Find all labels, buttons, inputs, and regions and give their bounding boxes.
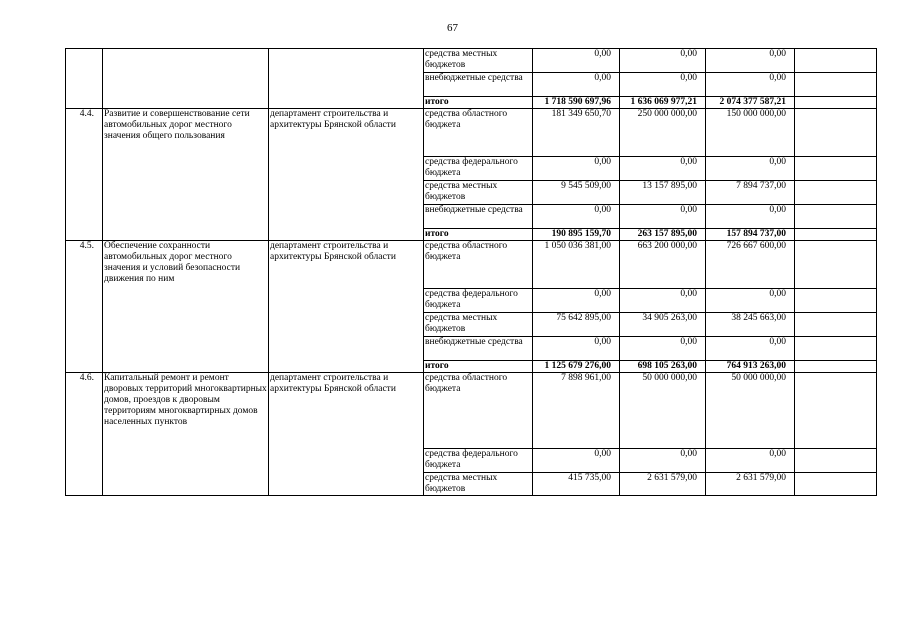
total-label: итого bbox=[424, 361, 533, 373]
item-number: 4.5. bbox=[66, 241, 103, 373]
value-year-3: 7 894 737,00 bbox=[706, 181, 795, 205]
page-number: 67 bbox=[447, 22, 458, 34]
value-year-3: 150 000 000,00 bbox=[706, 109, 795, 157]
empty-cell bbox=[795, 181, 877, 205]
value-year-1: 0,00 bbox=[533, 157, 620, 181]
value-year-2: 2 631 579,00 bbox=[620, 473, 706, 496]
funding-source: средства федерального бюджета bbox=[424, 449, 533, 473]
executor: департамент строительства и архитектуры Брянской области bbox=[269, 373, 424, 496]
funding-source: средства областного бюджета bbox=[424, 373, 533, 449]
value-year-1: 1 125 679 276,00 bbox=[533, 361, 620, 373]
funding-source: средства федерального бюджета bbox=[424, 289, 533, 313]
value-year-2: 50 000 000,00 bbox=[620, 373, 706, 449]
budget-table bbox=[65, 48, 877, 496]
value-year-3: 764 913 263,00 bbox=[706, 361, 795, 373]
funding-source: средства федерального бюджета bbox=[424, 157, 533, 181]
value-year-1: 0,00 bbox=[533, 49, 620, 73]
empty-cell bbox=[795, 289, 877, 313]
value-year-1: 0,00 bbox=[533, 73, 620, 97]
value-year-2: 13 157 895,00 bbox=[620, 181, 706, 205]
empty-cell bbox=[795, 313, 877, 337]
funding-source: средства областного бюджета bbox=[424, 241, 533, 289]
funding-source: внебюджетные средства bbox=[424, 337, 533, 361]
empty-cell bbox=[795, 157, 877, 181]
value-year-2: 0,00 bbox=[620, 205, 706, 229]
table-row bbox=[66, 373, 877, 449]
value-year-3: 2 631 579,00 bbox=[706, 473, 795, 496]
value-year-3: 726 667 600,00 bbox=[706, 241, 795, 289]
empty-cell bbox=[795, 73, 877, 97]
value-year-1: 0,00 bbox=[533, 205, 620, 229]
value-year-3: 0,00 bbox=[706, 49, 795, 73]
value-year-3: 2 074 377 587,21 bbox=[706, 97, 795, 109]
value-year-1: 0,00 bbox=[533, 337, 620, 361]
budget-table-body bbox=[66, 49, 877, 496]
table-row bbox=[66, 49, 877, 73]
empty-cell bbox=[795, 109, 877, 157]
value-year-2: 698 105 263,00 bbox=[620, 361, 706, 373]
empty-cell bbox=[103, 49, 269, 109]
value-year-3: 157 894 737,00 bbox=[706, 229, 795, 241]
empty-cell bbox=[795, 449, 877, 473]
value-year-3: 0,00 bbox=[706, 289, 795, 313]
table-row bbox=[66, 241, 877, 289]
value-year-3: 50 000 000,00 bbox=[706, 373, 795, 449]
total-label: итого bbox=[424, 229, 533, 241]
value-year-2: 1 636 069 977,21 bbox=[620, 97, 706, 109]
value-year-2: 0,00 bbox=[620, 49, 706, 73]
empty-cell bbox=[795, 473, 877, 496]
measure-name: Обеспечение сохранности автомобильных дорог местного значения и условий безопасности движения по ним bbox=[103, 241, 269, 373]
empty-cell bbox=[795, 229, 877, 241]
table-row bbox=[66, 109, 877, 157]
value-year-2: 250 000 000,00 bbox=[620, 109, 706, 157]
empty-cell bbox=[795, 205, 877, 229]
total-label: итого bbox=[424, 97, 533, 109]
value-year-2: 263 157 895,00 bbox=[620, 229, 706, 241]
empty-cell bbox=[66, 49, 103, 109]
value-year-2: 0,00 bbox=[620, 157, 706, 181]
value-year-3: 0,00 bbox=[706, 449, 795, 473]
executor: департамент строительства и архитектуры Брянской области bbox=[269, 241, 424, 373]
value-year-3: 38 245 663,00 bbox=[706, 313, 795, 337]
executor: департамент строительства и архитектуры Брянской области bbox=[269, 109, 424, 241]
value-year-3: 0,00 bbox=[706, 73, 795, 97]
value-year-1: 181 349 650,70 bbox=[533, 109, 620, 157]
value-year-2: 34 905 263,00 bbox=[620, 313, 706, 337]
funding-source: средства местных бюджетов bbox=[424, 49, 533, 73]
value-year-2: 0,00 bbox=[620, 73, 706, 97]
value-year-3: 0,00 bbox=[706, 337, 795, 361]
funding-source: средства областного бюджета bbox=[424, 109, 533, 157]
funding-source: внебюджетные средства bbox=[424, 73, 533, 97]
value-year-1: 9 545 509,00 bbox=[533, 181, 620, 205]
item-number: 4.6. bbox=[66, 373, 103, 496]
empty-cell bbox=[795, 337, 877, 361]
item-number: 4.4. bbox=[66, 109, 103, 241]
empty-cell bbox=[795, 361, 877, 373]
value-year-1: 0,00 bbox=[533, 449, 620, 473]
empty-cell bbox=[795, 241, 877, 289]
empty-cell bbox=[269, 49, 424, 109]
value-year-3: 0,00 bbox=[706, 157, 795, 181]
funding-source: средства местных бюджетов bbox=[424, 313, 533, 337]
value-year-1: 75 642 895,00 bbox=[533, 313, 620, 337]
funding-source: средства местных бюджетов bbox=[424, 181, 533, 205]
value-year-1: 0,00 bbox=[533, 289, 620, 313]
funding-source: внебюджетные средства bbox=[424, 205, 533, 229]
value-year-1: 415 735,00 bbox=[533, 473, 620, 496]
value-year-3: 0,00 bbox=[706, 205, 795, 229]
value-year-2: 663 200 000,00 bbox=[620, 241, 706, 289]
value-year-1: 7 898 961,00 bbox=[533, 373, 620, 449]
value-year-2: 0,00 bbox=[620, 337, 706, 361]
empty-cell bbox=[795, 49, 877, 73]
value-year-1: 190 895 159,70 bbox=[533, 229, 620, 241]
value-year-2: 0,00 bbox=[620, 449, 706, 473]
value-year-1: 1 050 036 381,00 bbox=[533, 241, 620, 289]
value-year-1: 1 718 590 697,96 bbox=[533, 97, 620, 109]
funding-source: средства местных бюджетов bbox=[424, 473, 533, 496]
value-year-2: 0,00 bbox=[620, 289, 706, 313]
empty-cell bbox=[795, 97, 877, 109]
measure-name: Капитальный ремонт и ремонт дворовых территорий многоквартирных домов, проездов к дворовым территориям многоквартирных домов населенных пунктов bbox=[103, 373, 269, 496]
measure-name: Развитие и совершенствование сети автомобильных дорог местного значения общего пользования bbox=[103, 109, 269, 241]
empty-cell bbox=[795, 373, 877, 449]
